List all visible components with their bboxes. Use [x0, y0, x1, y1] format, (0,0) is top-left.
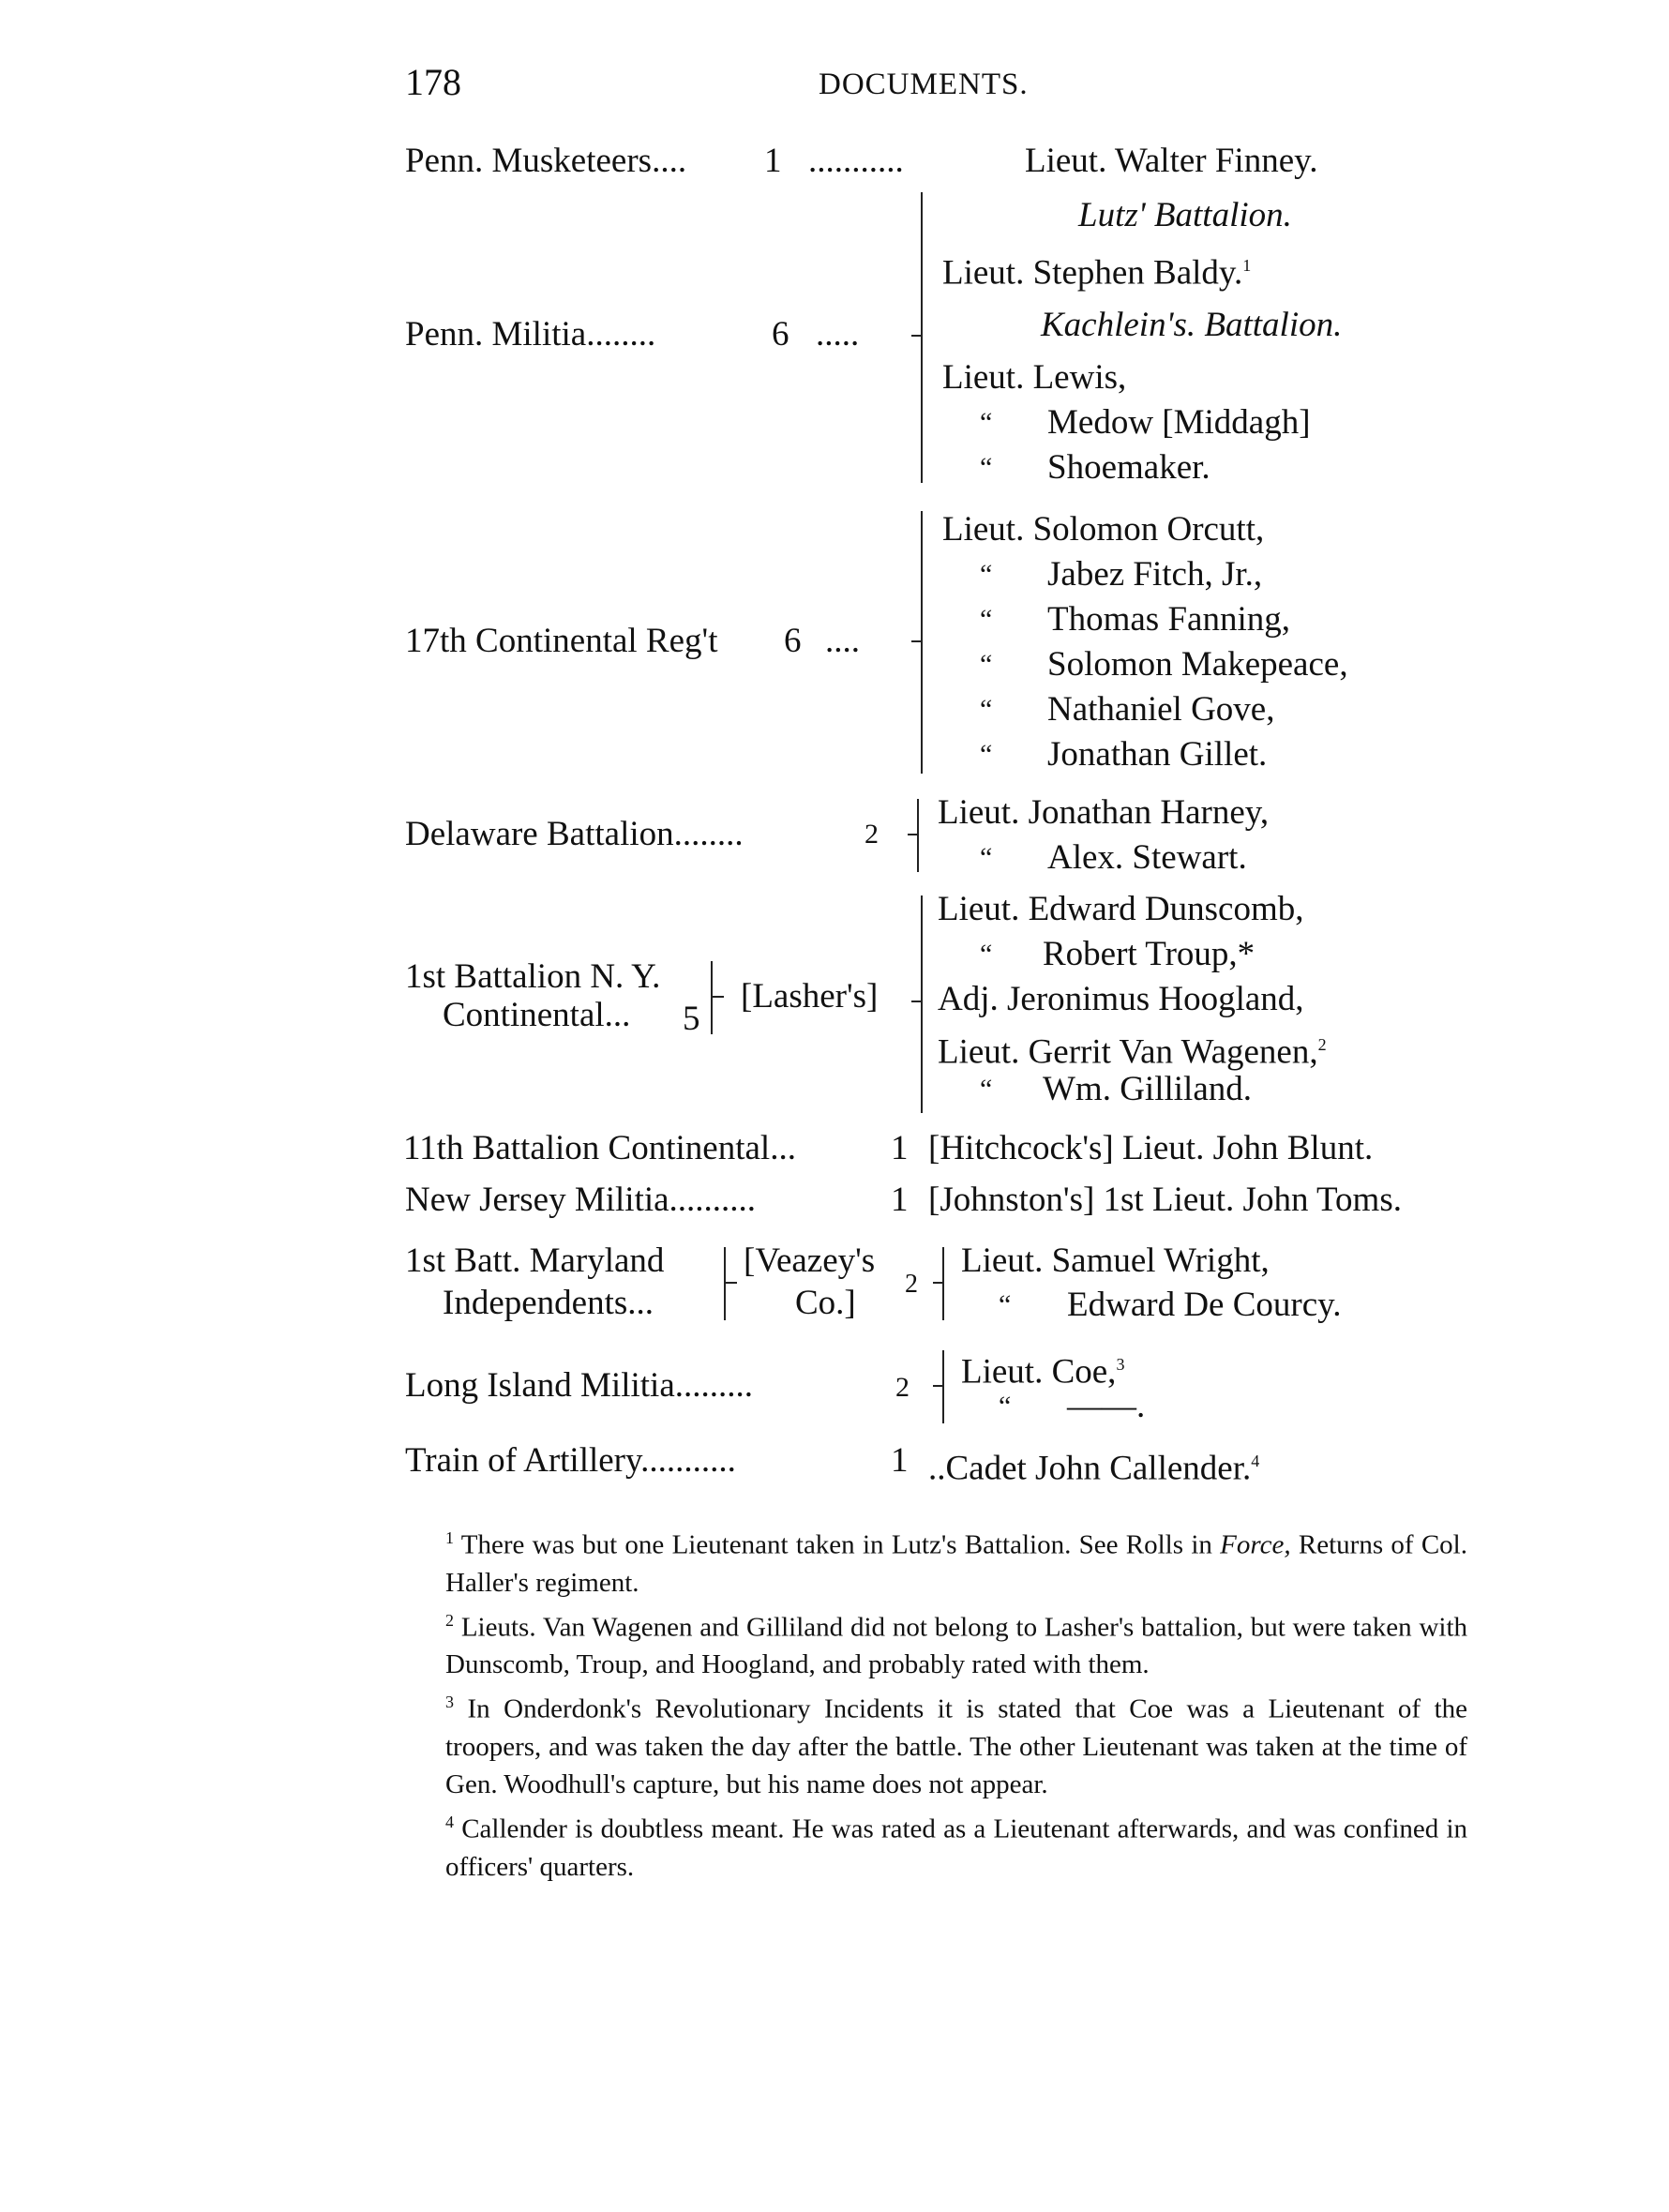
officer-name: Lieut. Coe,$^3$	[961, 1352, 1125, 1392]
footnote-mark: 4	[445, 1812, 454, 1831]
unit-count: 6	[784, 622, 802, 660]
officer-name: Shoemaker.	[1047, 448, 1210, 487]
commander-name-cont: Co.]	[795, 1284, 856, 1322]
ditto-mark: “	[980, 604, 993, 635]
unit-name: New Jersey Militia..........	[405, 1181, 757, 1219]
unit-count: 5	[683, 1000, 700, 1038]
officer-name: [Hitchcock's] Lieut. John Blunt.	[928, 1129, 1374, 1167]
unit-name: Train of Artillery...........	[405, 1441, 736, 1480]
footnote-2: $^2$ Lieuts. Van Wagenen and Gilliland did not belong to Lasher's battalion, but were taken with Dunscomb, Troup, and Hoogland, and probably rated with them.	[445, 1610, 1467, 1680]
unit-count: 1	[764, 142, 782, 180]
officer-name: Edward De Courcy.	[1067, 1286, 1342, 1324]
unit-count: 1	[891, 1181, 909, 1219]
footnote-ref: 2	[1317, 1035, 1327, 1054]
leader-dots: ....	[825, 622, 860, 660]
brace	[711, 961, 713, 1034]
brace	[942, 1350, 944, 1423]
unit-name: 11th Battalion Continental...	[403, 1129, 796, 1167]
officer-name: Medow [Middagh]	[1047, 403, 1311, 442]
commander-name: [Veazey's	[744, 1241, 876, 1280]
ditto-mark: “	[980, 407, 993, 438]
unit-name: Penn. Musketeers....	[405, 142, 687, 180]
running-title: DOCUMENTS.	[819, 68, 1029, 101]
officer-name: Lieut. Solomon Orcutt,	[942, 510, 1265, 549]
ditto-mark: “	[980, 939, 993, 970]
brace	[724, 1247, 726, 1320]
ditto-mark: “	[999, 1289, 1012, 1320]
unit-name: 17th Continental Reg't	[405, 622, 718, 660]
brace	[921, 895, 923, 1113]
unit-name: Penn. Militia........	[405, 315, 656, 354]
officer-name: Adj. Jeronimus Hoogland,	[938, 980, 1304, 1018]
leader-dots: ...........	[808, 142, 904, 180]
officer-name: Solomon Makepeace,	[1047, 645, 1348, 684]
officer-name: Jabez Fitch, Jr.,	[1047, 555, 1263, 594]
officer-name: Wm. Gilliland.	[1043, 1070, 1252, 1108]
battalion-heading: Kachlein's. Battalion.	[1041, 306, 1343, 344]
ditto-mark: “	[980, 649, 993, 680]
unit-count: 1	[891, 1441, 909, 1480]
officer-name: Lieut. Lewis,	[942, 358, 1127, 397]
unit-name: Delaware Battalion........	[405, 815, 744, 853]
officer-name: Nathaniel Gove,	[1047, 690, 1275, 729]
officer-name: ..Cadet John Callender.$^4$	[928, 1449, 1260, 1488]
unit-name-cont: Continental...	[443, 996, 631, 1034]
unit-count: 2	[865, 819, 879, 850]
leader-dots: .....	[816, 315, 860, 354]
unit-count: 2	[905, 1270, 918, 1299]
officer-name-blank: ——.	[1067, 1387, 1146, 1425]
footnote-4: $^4$ Callender is doubtless meant. He was rated as a Lieutenant afterwards, and was confined in officers' quarters.	[445, 1812, 1468, 1882]
footnote-mark: 3	[445, 1693, 454, 1712]
footnote-1: $^1$ There was but one Lieutenant taken in Lutz's Battalion. See Rolls in Force, Returns of Col. Haller's regiment.	[445, 1528, 1467, 1598]
officer-name: Alex. Stewart.	[1047, 838, 1247, 877]
officer-name: Lieut. Walter Finney.	[1025, 142, 1318, 180]
officer-name: Lieut. Stephen Baldy.$^1$	[942, 253, 1252, 293]
commander-name: [Lasher's]	[741, 977, 879, 1016]
ditto-mark: “	[980, 1074, 993, 1105]
ditto-mark: “	[980, 694, 993, 725]
brace	[917, 799, 919, 872]
officer-name: [Johnston's] 1st Lieut. John Toms.	[928, 1181, 1402, 1219]
unit-name: 1st Battalion N. Y.	[405, 957, 661, 996]
brace	[921, 511, 923, 774]
unit-count: 6	[772, 315, 789, 354]
ditto-mark: “	[980, 452, 993, 483]
ditto-mark: “	[980, 842, 993, 873]
footnote-ref: 3	[1116, 1355, 1125, 1374]
battalion-heading: Lutz' Battalion.	[1078, 196, 1292, 234]
officer-name: Lieut. Gerrit Van Wagenen,$^2$	[938, 1032, 1327, 1072]
page-number: 178	[405, 61, 461, 103]
footnote-mark: 2	[445, 1610, 454, 1630]
officer-name: Lieut. Samuel Wright,	[961, 1241, 1270, 1280]
unit-count: 1	[891, 1129, 909, 1167]
officer-name: Lieut. Jonathan Harney,	[938, 793, 1270, 832]
unit-name: Long Island Militia.........	[405, 1366, 753, 1405]
footnote-ref: 4	[1251, 1452, 1260, 1470]
officer-name: Jonathan Gillet.	[1047, 735, 1268, 774]
officer-name: Lieut. Edward Dunscomb,	[938, 890, 1304, 928]
footnotes	[408, 1519, 1467, 1886]
unit-count: 2	[895, 1372, 910, 1403]
footnote-ref: 1	[1242, 256, 1252, 275]
unit-name: 1st Batt. Maryland	[405, 1241, 665, 1280]
footnote-3: $^3$ In Onderdonk's Revolutionary Incidents it is stated that Coe was a Lieutenant of the troopers, and was taken the day after the battle. The other Lieutenant was taken at the time of Gen. Woodhull's capture, but his name does not appear.	[445, 1693, 1467, 1799]
officer-name: Thomas Fanning,	[1047, 600, 1290, 639]
ditto-mark: “	[980, 559, 993, 590]
brace	[921, 192, 923, 483]
ditto-mark: “	[980, 739, 993, 770]
brace	[942, 1247, 944, 1320]
footnote-mark: 1	[445, 1528, 454, 1547]
officer-name: Robert Troup,*	[1043, 935, 1256, 973]
unit-name-cont: Independents...	[443, 1284, 654, 1322]
ditto-mark: “	[999, 1391, 1012, 1422]
